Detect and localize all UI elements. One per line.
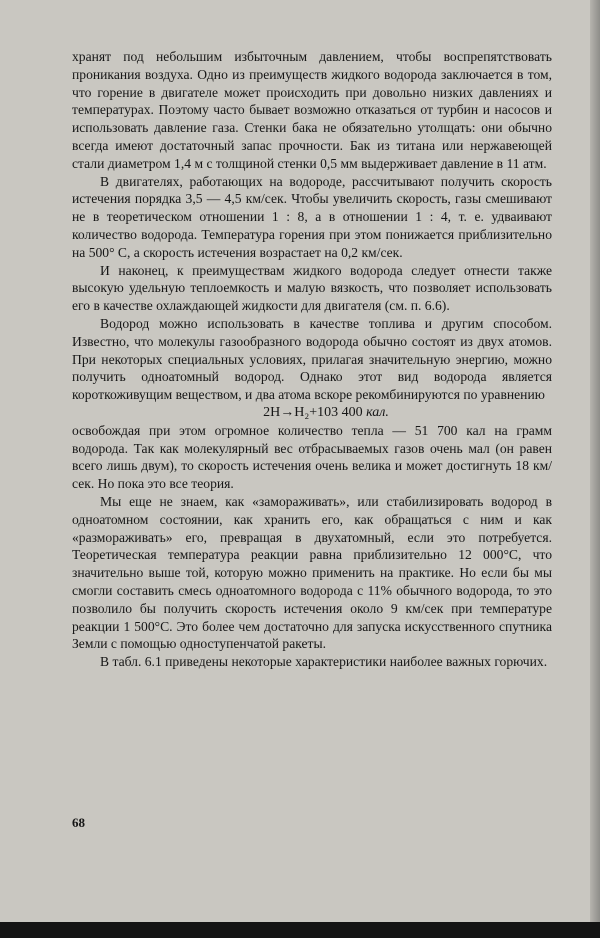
reaction-formula <box>72 404 552 422</box>
formula-unit: кал. <box>366 404 389 420</box>
scan-shadow-edge <box>590 0 600 922</box>
paragraph-3: И наконец, к преимуществам жидкого водорода следует отнести также высокую удельную теплоемкость и малую вязкость, что позволяет использовать его в качестве охлаждающей жидкости для двигателя (см. п. 6.6). <box>72 262 552 314</box>
formula-expression: 2H→H₂+103 400 <box>263 404 363 420</box>
paragraph-2: В двигателях, работающих на водороде, рассчитывают получить скорость истечения порядка 3,5 — 4,5 км/сек. Чтобы увеличить скорость, газы смешивают не в теоретическом отношении 1 : 8, а в отношении 1 : 4, т. е. удваивают количество водорода. Температура горения при этом понижается приблизительно на 500° С, а скорость истечения возрастает на 0,2 км/сек. <box>72 173 552 260</box>
page-body <box>72 48 552 671</box>
paragraph-1: хранят под небольшим избыточным давлением, чтобы воспрепятствовать проникания воздуха. Одно из преимуществ жидкого водорода заключается в том, что горение в двигателе может происходить при довольно низких давлениях и температурах. Поэтому часто бывает возможно отказаться от турбин и насосов и использовать давление газа. Стенки бака не обязательно утолщать: они обычно всегда имеют достаточный запас прочности. Бак из титана или нержавеющей стали диаметром 1,4 м с толщиной стенки 0,5 мм выдерживает давление в 11 атм. <box>72 49 552 171</box>
paragraph-5: освобождая при этом огромное количество тепла — 51 700 кал на грамм водорода. Так как молекулярный вес отбрасываемых газов очень мал (он равен всего лишь двум), то скорость истечения очень велика и может достигнуть 18 км/сек. Но пока это все теория. <box>72 422 552 492</box>
paragraph-4: Водород можно использовать в качестве топлива и другим способом. Известно, что молекулы газообразного водорода обычно состоят из двух атомов. При некоторых специальных условиях, прилагая значительную энергию, можно получить одноатомный водород. Однако этот вид водорода является короткоживущим веществом, и два атома вскоре рекомбинируются по уравнению <box>72 315 552 403</box>
page-number: 68 <box>72 815 85 830</box>
paragraph-7: В табл. 6.1 приведены некоторые характеристики наиболее важных горючих. <box>100 654 548 670</box>
scan-bottom-band <box>0 922 600 938</box>
paragraph-6: Мы еще не знаем, как «замораживать», или стабилизировать водород в одноатомном состоянии, как хранить его, как обращаться с ним и как «размораживать» его, превращая в двухатомный, если это потребуется. Теоретическая температура реакции равна приблизительно 12 000°С, что значительно выше той, которую можно применить на практике. Но если бы мы смогли составить смесь одноатомного водорода с 11% обычного водорода, то это позволило бы получить скорость истечения около 9 км/сек при температуре реакции 1 500°С. Это более чем достаточно для запуска искусственного спутника Земли с помощью одноступенчатой ракеты. <box>72 493 552 652</box>
